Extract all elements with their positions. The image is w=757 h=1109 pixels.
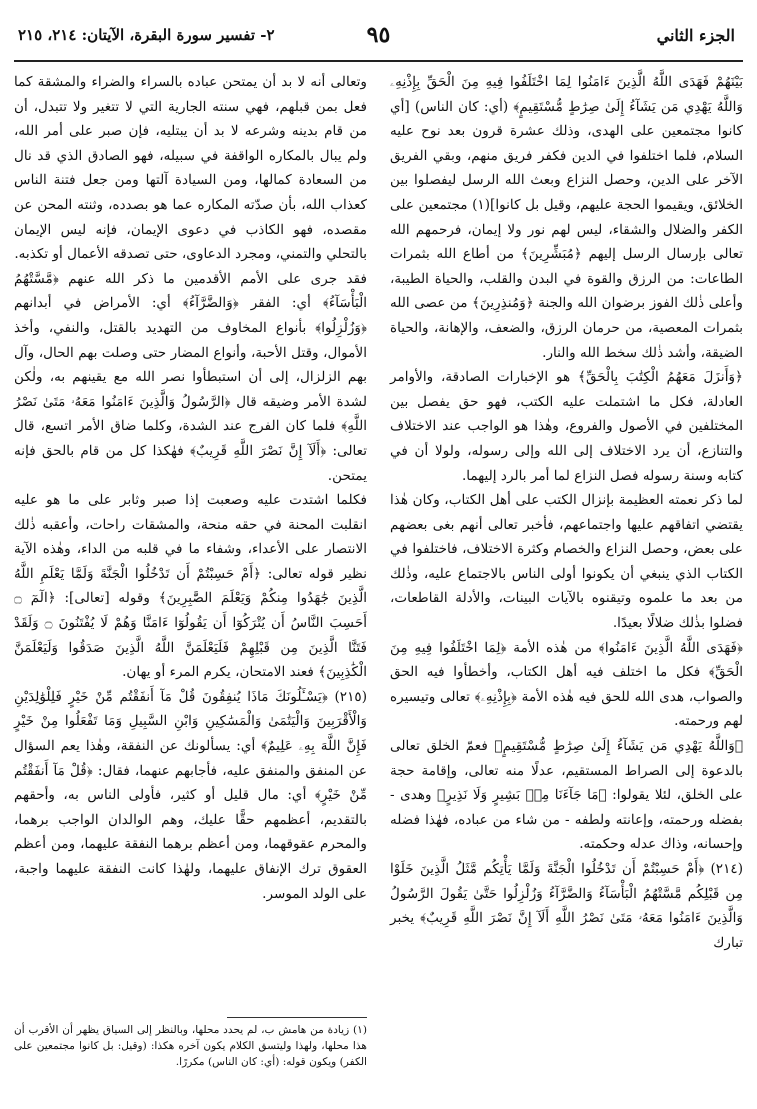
paragraph: لما ذكر نعمته العظيمة بإنزال الكتب على أهل الكتاب، وكان هٰذا يقتضي اتفاقهم عليها واجتماعهم، فأخبر تعالى أنهم بغى بعضهم على بعض، وحصل النزاع والخصام وكثرة الاختلاف، فاختلفوا في الكتاب الذي ينبغي أن يكونوا أولى الناس بالاجتماع عليه، وذٰلك من بعد ما علموه وتيقنوه بالآيات البينات، والأدلة القاطعات، فضلوا بذٰلك ضلالًا بعيدًا. [390,492,743,632]
paragraph: فكلما اشتدت عليه وصعبت إذا صبر وثابر على ما هو عليه انقلبت المحنة في حقه منحة، والمشقات راحات، وأعقبه ذٰلك الانتصار على الأعداء، وشفاء ما في قلبه من الداء، وهٰذه الآية نظير قوله تعالى: ﴿أَمْ حَسِبْتُمْ أَن تَدْخُلُوا الْجَنَّةَ وَلَمَّا يَعْلَمِ اللَّهُ الَّذِينَ جَٰهَدُوا مِنكُمْ وَيَعْلَمَ الصَّٰبِرِينَ﴾ وقوله [تعالى]: ﴿الٓمٓ ۝ أَحَسِبَ النَّاسُ أَن يُتْرَكُوٓا أَن يَقُولُوٓا ءَامَنَّا وَهُمْ لَا يُفْتَنُونَ ۝ وَلَقَدْ فَتَنَّا الَّذِينَ مِن قَبْلِهِمْ فَلَيَعْلَمَنَّ اللَّهُ الَّذِينَ صَدَقُوا وَلَيَعْلَمَنَّ الْكَٰذِبِينَ﴾ فعند الامتحان، يكرم المرء أو يهان. [14,492,367,681]
paragraph: (٢١٥) ﴿يَسْـَٔلُونَكَ مَاذَا يُنفِقُونَ قُلْ مَآ أَنفَقْتُم مِّنْ خَيْرٍ فَلِلْوَٰلِدَيْنِ وَالْأَقْرَبِينَ وَالْيَتَٰمَىٰ وَالْمَسَٰكِينِ وَابْنِ السَّبِيلِ وَمَا تَفْعَلُوا مِنْ خَيْرٍ فَإِنَّ اللَّهَ بِهِۦ عَلِيمٌ﴾ أي: يسألونك عن النفقة، وهٰذا يعم السؤال عن المنفق والمنفق عليه، فأجابهم عنهما، فقال: ﴿قُلْ مَآ أَنفَقْتُم مِّنْ خَيْرٍ﴾ أي: مال قليل أو كثير، فأولى الناس به، وأحقهم بالتقديم، أعظمهم حقًّا عليك، وهم الوالدان الواجب برهما، والمحرم عقوقهما، ومن أعظم برهما النفقة عليهما، ومن أعظم العقوق ترك الإنفاق عليهما، ولهٰذا كانت النفقة عليهما واجبة، على الولد الموسر. [14,688,367,902]
paragraph: ﴿فَهَدَى اللَّهُ الَّذِينَ ءَامَنُوا﴾ من هٰذه الأمة ﴿لِمَا اخْتَلَفُوا فِيهِ مِنَ الْحَقِّ﴾ فكل ما اختلف فيه أهل الكتاب، وأخطأوا فيه الحق والصواب، هدى الله للحق فيه هٰذه الأمة ﴿بِإِذْنِهِۦ﴾ تعالى وتيسيره لهم ورحمته. [390,639,743,730]
footnote-divider [227,1017,367,1018]
footnote-text: (١) زيادة من هامش ب، لم يحدد محلها، وبالنظر إلى السياق يظهر أن الأقرب أن هذا محلها، ولهذا وليتسق الكلام يكون آخره هكذا: (وقيل: بل كانوا مجتمعين على الكفر) ويكون قوله: (أي: كان الناس) مكررًا. [14,1024,367,1068]
paragraph: ﴿وَاللَّهُ يَهْدِي مَن يَشَآءُ إِلَىٰ صِرَٰطٍ مُّسْتَقِيمٍ﴾ فعمّ الخلق تعالى بالدعوة إلى الصراط المستقيم، عدلًا منه تعالى، وإقامة حجة على الخلق، لئلا يقولوا: ﴿مَا جَآءَنَا مِنۢ بَشِيرٍ وَلَا نَذِيرٍ﴾ وهدى - بفضله ورحمته، وإعانته ولطفه - من شاء من عباده، فهٰذا فضله وإحسانه، وذاك عدله وحكمته. [390,738,743,853]
paragraph: فقد جرى على الأمم الأقدمين ما ذكر الله عنهم ﴿مَّسَّتْهُمُ الْبَأْسَآءُ﴾ أي: الفقر ﴿وَالضَّرَّآءُ﴾ أي: الأمراض في أبدانهم ﴿وَزُلْزِلُوا﴾ بأنواع المخاوف من التهديد بالقتل، والنفي، وأخذ الأموال، وقتل الأحبة، وأنواع المضار حتى وصلت بهم الحال، وآل بهم الزلزال، إلى أن استبطأوا نصر الله مع يقينهم به، ولٰكن لشدة الأمر وضيقه قال ﴿الرَّسُولُ وَالَّذِينَ ءَامَنُوا مَعَهُۥ مَتَىٰ نَصْرُ اللَّهِ﴾ فلما كان الفرج عند الشدة، وكلما ضاق الأمر اتسع، قال تعالى: ﴿أَلَآ إِنَّ نَصْرَ اللَّهِ قَرِيبٌ﴾ فهٰكذا كل من قام بالحق فإنه يمتحن. [14,270,367,484]
paragraph: وتعالى أنه لا بد أن يمتحن عباده بالسراء والضراء والمشقة كما فعل بمن قبلهم، فهي سنته الجارية التي لا تتغير ولا تتبدل، أن من قام بدينه وشرعه لا بد أن يبتليه، فإن صبر على أمر الله، ولم يبال بالمكاره الواقفة في سبيله، فهو الصادق الذي قد نال من السعادة كمالها، ومن السيادة آلتها ومن جعل فتنة الناس كعذاب الله، بأن صدّته المكاره عما هو بصدده، وثنته المحن عن مقصده، فهو الكاذب في دعوى الإيمان، فإنه ليس الإيمان بالتحلي والتمني، ومجرد الدعاوى، حتى تصدقه الأعمال أو تكذبه. [14,74,367,263]
chapter-title: ٢- تفسير سورة البقرة، الآيتان: ٢١٤، ٢١٥ [18,26,275,44]
book-page [14,14,743,1099]
paragraph: (٢١٤) ﴿أَمْ حَسِبْتُمْ أَن تَدْخُلُوا الْجَنَّةَ وَلَمَّا يَأْتِكُم مَّثَلُ الَّذِينَ خَلَوْا مِن قَبْلِكُم مَّسَّتْهُمُ الْبَأْسَآءُ وَالضَّرَّآءُ وَزُلْزِلُوا حَتَّىٰ يَقُولَ الرَّسُولُ وَالَّذِينَ ءَامَنُوا مَعَهُۥ مَتَىٰ نَصْرُ اللَّهِ أَلَآ إِنَّ نَصْرَ اللَّهِ قَرِيبٌ﴾ يخبر تبارك [390,861,743,951]
page-number: ٩٥ [366,22,391,48]
paragraph: بَيْنَهُمْ فَهَدَى اللَّهُ الَّذِينَ ءَامَنُوا لِمَا اخْتَلَفُوا فِيهِ مِنَ الْحَقِّ بِإِذْنِهِۦ وَاللَّهُ يَهْدِي مَن يَشَآءُ إِلَىٰ صِرَٰطٍ مُّسْتَقِيمٍ﴾ (أي: كان الناس) [أي كانوا مجتمعين على الهدى، وذلك عشرة قرون بعد نوح عليه السلام، فلما اختلفوا في الدين فكفر فريق منهم، وبقي الفريق الآخر على الدين، وحصل النزاع وبعث الله الرسل ليفصلوا بين الخلائق، ويقيموا الحجة عليهم، وقيل بل كانوا](١) مجتمعين على الكفر والضلال والشقاء، ليس لهم نور ولا إيمان، فرحمهم الله تعالى بإرسال الرسل إليهم ﴿مُبَشِّرِينَ﴾ من أطاع الله بثمرات الطاعات: من الرزق والقوة في البدن والقلب، والحياة الطيبة، وأعلى ذٰلك الفوز برضوان الله والجنة ﴿وَمُنذِرِينَ﴾ من عصى الله بثمرات المعصية، من حرمان الرزق، والضعف، والإهانة، والحياة الضيقة، وأشد ذٰلك سخط الله والنار. [390,74,743,361]
paragraph: ﴿وَأَنزَلَ مَعَهُمُ الْكِتَٰبَ بِالْحَقِّ﴾ هو الإخبارات الصادقة، والأوامر العادلة، فكل ما اشتملت عليه الكتب، فهو حق يفصل بين المختلفين في الأصول والفروع، وهٰذا هو الواجب عند الاختلاف والتنازع، أن يرد الاختلاف إلى الله وإلى رسوله، ولولا أن في كتابه وسنة رسوله فصل النزاع لما أمر بالرد إليهما. [390,369,743,484]
part-title: الجزء الثاني [656,26,735,45]
left-column [14,70,367,1070]
right-column [390,70,743,955]
footnote [14,1017,367,1070]
page-header [14,14,743,62]
